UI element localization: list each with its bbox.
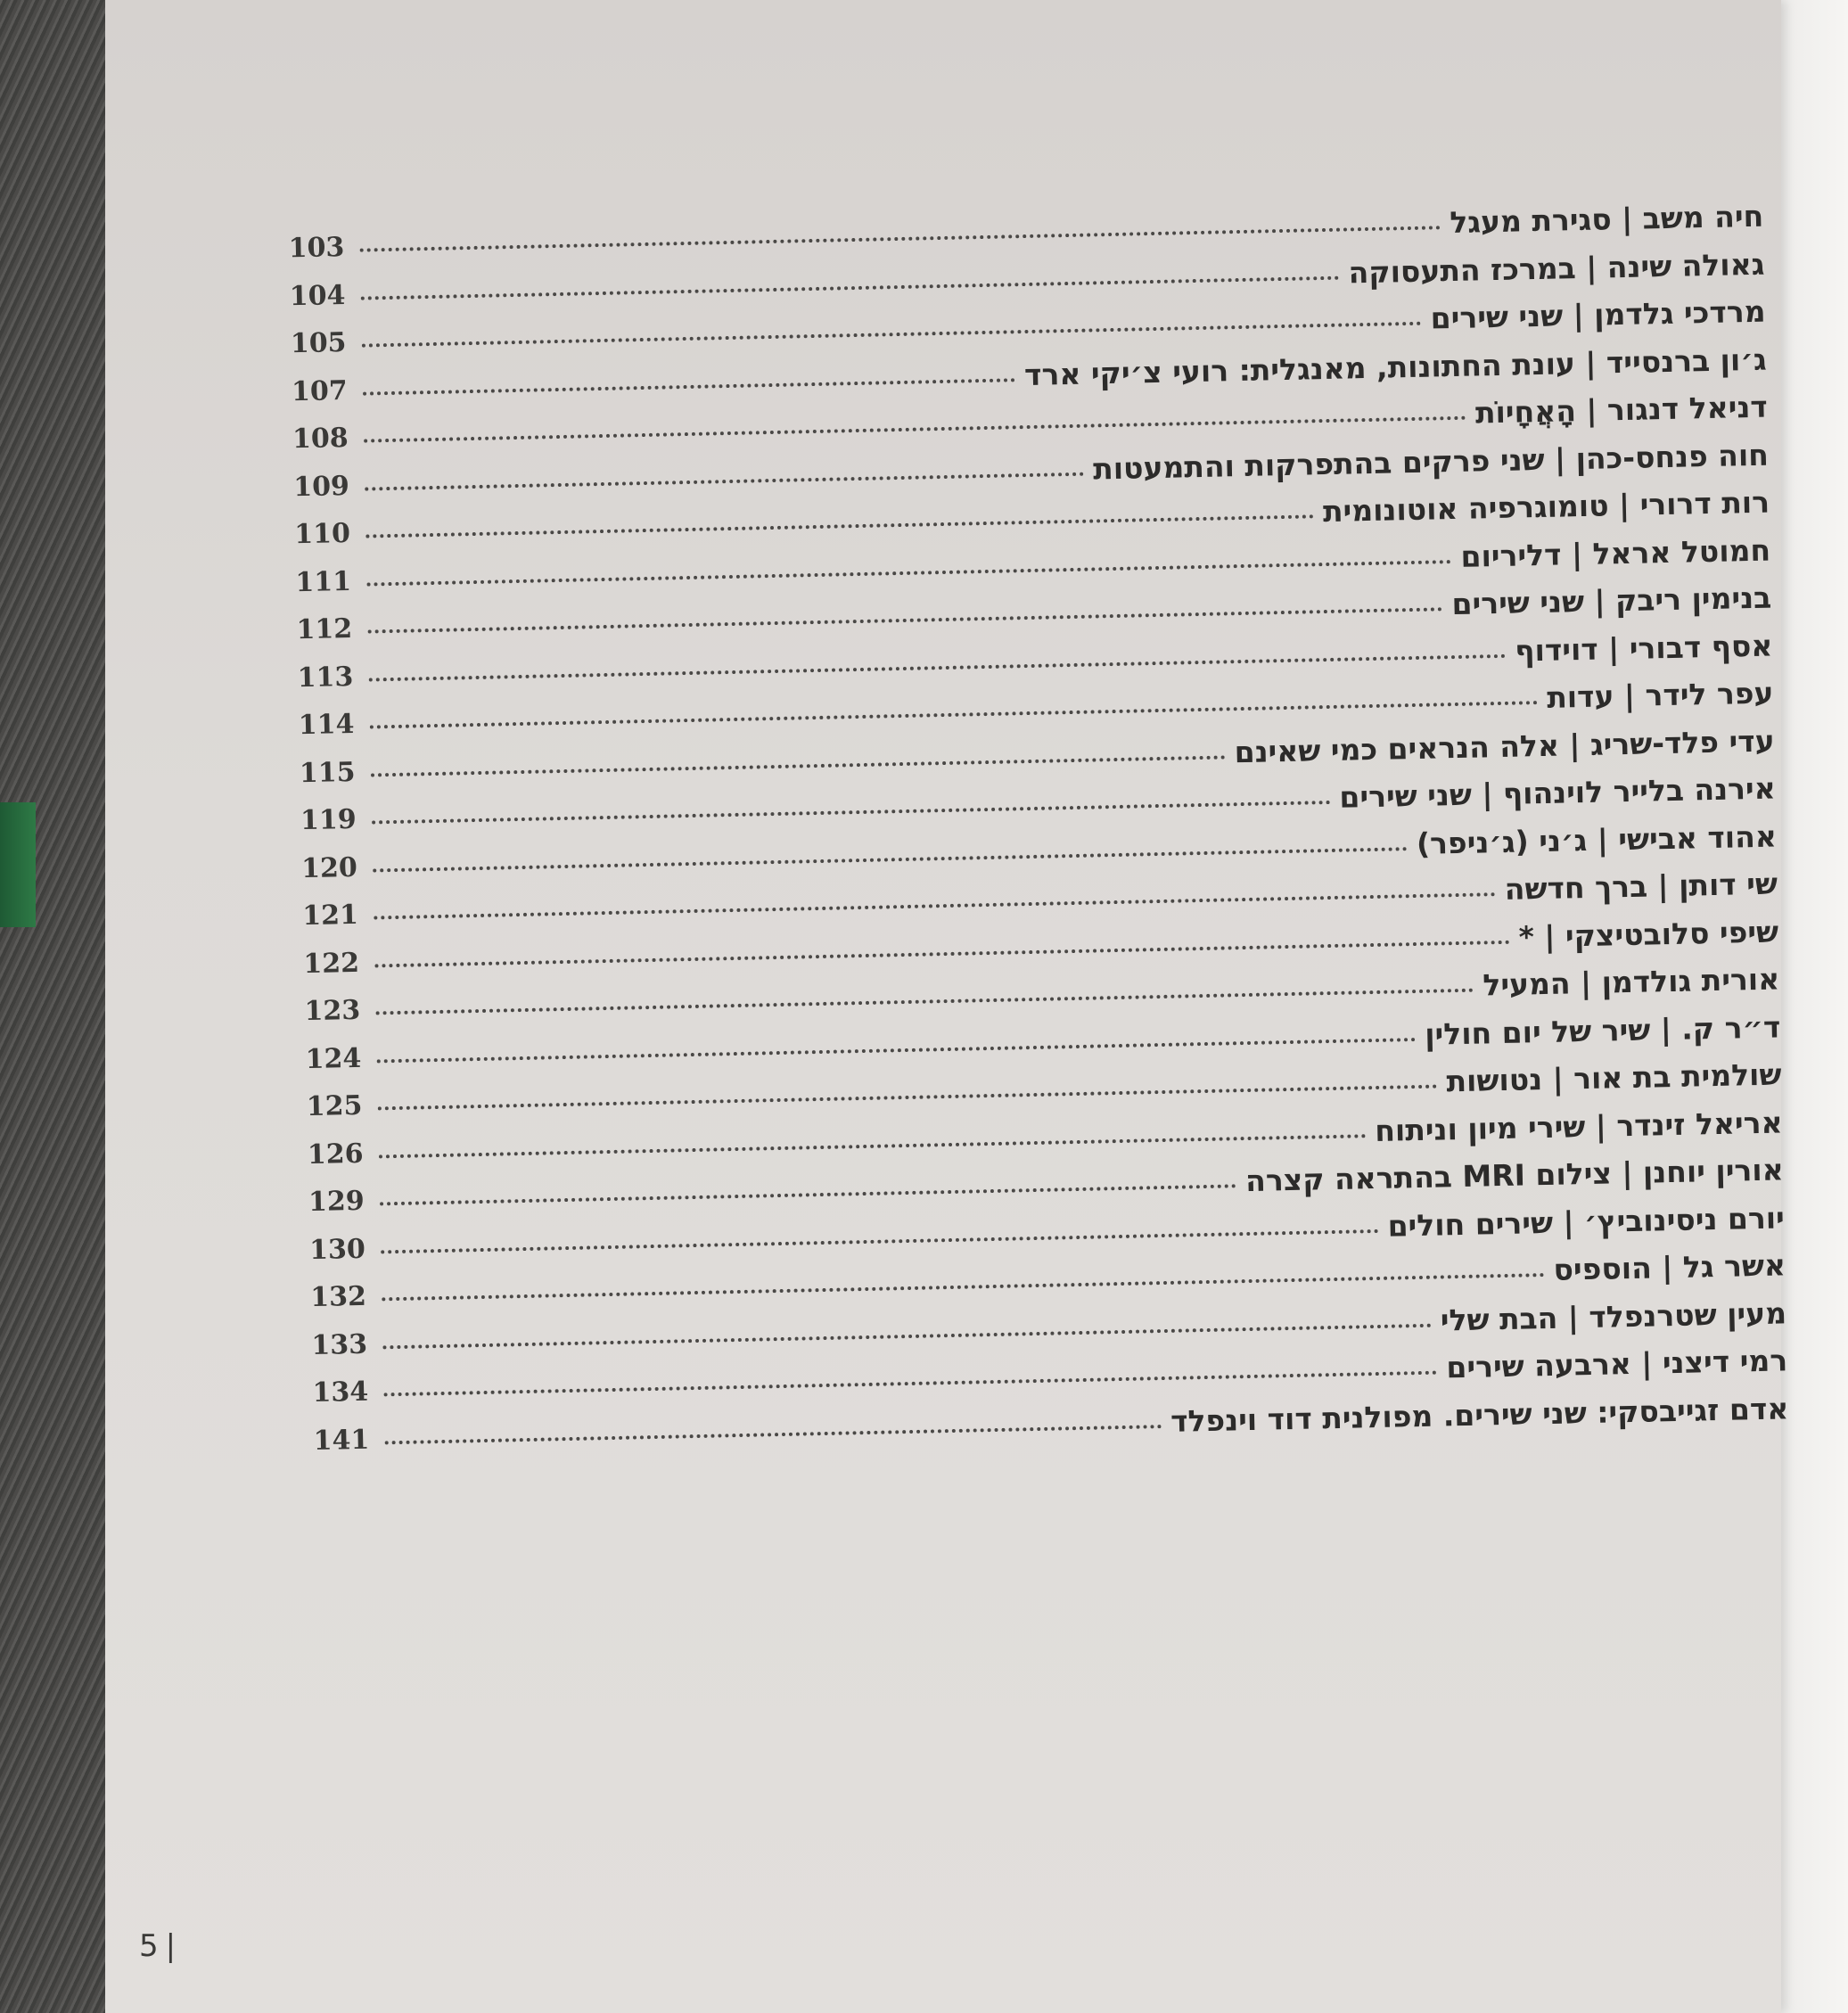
- toc-entry-page: 124: [305, 1042, 362, 1075]
- table-of-contents: [288, 199, 1789, 1469]
- toc-entry-page: 130: [308, 1233, 366, 1266]
- dot-leader: [362, 322, 1422, 348]
- toc-entry-title: אסף דבורי | דוידוף: [1514, 628, 1773, 669]
- book-cover-edge: [0, 802, 36, 927]
- toc-entry-title: ג׳ון ברנסייד | עונת החתונות, מאנגלית: רועי צ׳יקי ארד: [1023, 341, 1767, 392]
- toc-entry-title: גאולה שינה | במרכז התעסוקה: [1348, 246, 1765, 290]
- toc-entry-title: שי דותן | ברך חדשה: [1504, 866, 1778, 907]
- toc-entry-title: אריאל זינדר | שירי מיון וניתוח: [1374, 1104, 1783, 1148]
- dot-leader: [379, 1134, 1366, 1158]
- dot-leader: [372, 801, 1330, 825]
- toc-entry-page: 122: [303, 947, 360, 980]
- dot-leader: [377, 1038, 1417, 1063]
- dot-leader: [365, 514, 1314, 538]
- toc-entry-title: חיה משב | סגירת מעגל: [1449, 198, 1764, 241]
- toc-entry-page: 103: [288, 232, 345, 265]
- dot-leader: [381, 1228, 1379, 1253]
- dot-leader: [365, 472, 1084, 490]
- toc-entry-page: 132: [309, 1280, 367, 1314]
- toc-entry-page: 134: [312, 1376, 369, 1409]
- toc-entry-title: שיפי סלובטיצקי | *: [1518, 913, 1779, 955]
- toc-entry-page: 119: [300, 803, 357, 837]
- dot-leader: [380, 1184, 1236, 1205]
- dot-leader: [369, 653, 1507, 681]
- toc-entry-page: 125: [306, 1089, 363, 1123]
- toc-entry-title: עדי פלד-שריג | אלה הנראים כמי שאינם: [1234, 723, 1775, 769]
- toc-entry-page: 120: [300, 851, 358, 884]
- toc-entry-page: 123: [304, 994, 361, 1028]
- dot-leader: [378, 1085, 1438, 1111]
- dot-leader: [371, 755, 1226, 776]
- dot-leader: [361, 275, 1340, 300]
- toc-entry-page: 121: [301, 899, 359, 933]
- toc-entry-title: מרדכי גלדמן | שני שירים: [1430, 293, 1766, 336]
- dot-leader: [374, 940, 1509, 967]
- toc-entry-page: 113: [297, 661, 354, 694]
- dot-leader: [368, 607, 1443, 633]
- toc-entry-title: יורם ניסינוביץ׳ | שירים חולים: [1387, 1199, 1786, 1244]
- toc-entry-title: בנימין ריבק | שני שירים: [1451, 579, 1772, 622]
- page-number-footer: [139, 1928, 176, 1964]
- dot-leader: [363, 378, 1015, 395]
- toc-entry-page: 133: [311, 1328, 368, 1361]
- toc-entry-page: 111: [295, 565, 352, 598]
- dot-leader: [382, 1323, 1432, 1349]
- toc-entry-page: 114: [298, 708, 355, 742]
- toc-entry-title: אירנה בלייר לוינהוף | שני שירים: [1339, 770, 1777, 815]
- toc-entry-page: 107: [291, 374, 348, 407]
- toc-entry-page: 112: [296, 612, 353, 646]
- dot-leader: [376, 989, 1474, 1015]
- dot-leader: [364, 416, 1466, 443]
- toc-entry-title: דניאל דנגור | הָאֲחָיוֹת: [1474, 389, 1769, 431]
- dot-leader: [385, 1425, 1162, 1444]
- toc-entry-title: רות דרורי | טומוגרפיה אוטונומית: [1322, 484, 1770, 530]
- toc-entry-page: 105: [290, 326, 347, 360]
- dot-leader: [360, 226, 1441, 251]
- toc-entry-title: שולמית בת אור | נטושות: [1446, 1056, 1782, 1099]
- toc-entry-title: ד״ר ק. | שיר של יום חולין: [1424, 1008, 1781, 1052]
- toc-entry-title: אורית גולדמן | המעיל: [1482, 961, 1780, 1003]
- dot-leader: [382, 1273, 1544, 1301]
- toc-entry-page: 129: [308, 1185, 365, 1219]
- toc-entry-title: רמי דיצני | ארבעה שירים: [1446, 1343, 1788, 1385]
- dot-leader: [370, 701, 1539, 728]
- dot-leader: [374, 892, 1496, 919]
- dot-leader: [366, 560, 1451, 586]
- toc-entry-title: אשר גל | הוספיס: [1553, 1247, 1786, 1287]
- toc-entry-page: 126: [307, 1138, 364, 1171]
- toc-entry-page: 141: [313, 1424, 370, 1457]
- toc-entry-title: אורין יוחנן | צילום MRI בהתראה קצרה: [1244, 1152, 1785, 1199]
- toc-entry-page: 109: [292, 470, 350, 503]
- toc-entry-page: 115: [299, 756, 356, 789]
- toc-entry-page: 104: [289, 279, 346, 312]
- book-page: [105, 0, 1789, 2013]
- toc-entry-page: 110: [293, 517, 351, 551]
- toc-entry-page: 108: [292, 422, 349, 456]
- page-number: 5: [139, 1928, 159, 1964]
- dot-leader: [373, 847, 1408, 872]
- toc-entry-title: חוה פנחס-כהן | שני פרקים בהתפרקות והתמעטות: [1092, 437, 1770, 486]
- page-number-separator: |: [165, 1928, 177, 1964]
- toc-entry-title: חמוטל אראל | דליריום: [1460, 532, 1771, 574]
- toc-entry-title: אדם זגייבסקי: שני שירים. מפולנית דוד וינפלד: [1170, 1390, 1789, 1439]
- toc-entry-title: אהוד אבישי | ג׳ני (ג׳ניפר): [1416, 818, 1778, 861]
- dot-leader: [384, 1371, 1438, 1397]
- toc-entry-title: עפר לידר | עדות: [1546, 675, 1774, 715]
- toc-entry-title: מעין שטרנפלד | הבת שלי: [1440, 1294, 1787, 1338]
